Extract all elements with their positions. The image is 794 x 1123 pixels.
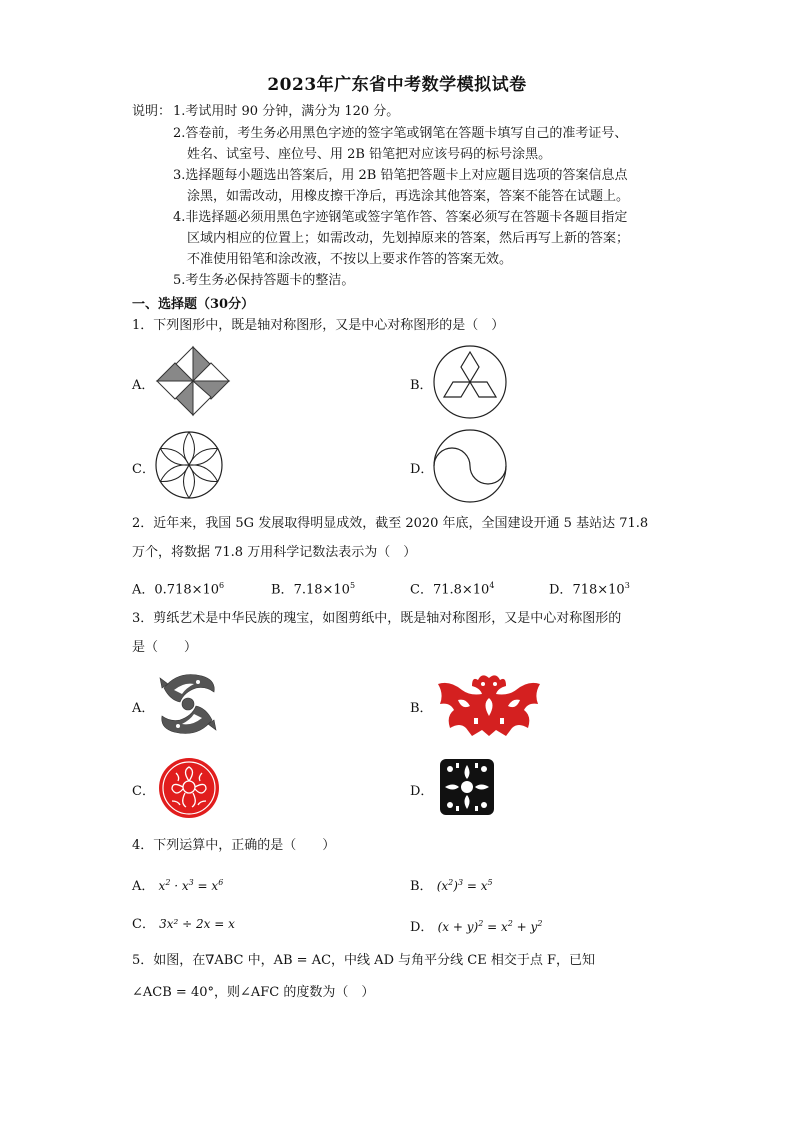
note-line: 5.考生务必保持答题卡的整洁。 <box>173 273 355 288</box>
yin-yang-curve-figure <box>432 428 508 504</box>
option-label: A． <box>132 582 155 598</box>
note-line: 涂黑，如需改动，用橡皮擦干净后，再选涂其他答案，答案不能答在试题上。 <box>187 189 630 204</box>
note-line: 4.非选择题必须用黑色字迹钢笔或签字笔作答、答案必须写在答题卡各题目指定 <box>173 210 628 225</box>
q2-option-a <box>132 576 224 600</box>
note-line: 不准使用铅笔和涂改液，不按以上要求作答的答案无效。 <box>187 252 513 267</box>
question-2-stem-line1: 2．近年来，我国 5G 发展取得明显成效，截至 2020 年底，全国建设开通 5 基站达 71.8 <box>132 516 649 531</box>
question-3-stem-line1: 3．剪纸艺术是中华民族的瑰宝，如图剪纸中，既是轴对称图形，又是中心对称图形的 <box>132 611 622 626</box>
math-expression: 3x² ÷ 2x = x <box>159 917 235 931</box>
q2-option-b <box>271 576 355 600</box>
q4-option-d <box>410 914 542 938</box>
option-exponent: 5 <box>349 581 356 590</box>
question-2-stem-line2: 万个，将数据 71.8 万用科学记数法表示为（ ） <box>132 545 417 560</box>
q3-option-c-label: C． <box>132 784 155 799</box>
q2-option-d <box>549 576 630 600</box>
q1-option-c-label: C． <box>132 462 155 477</box>
pinwheel-figure <box>155 345 231 417</box>
question-1-stem: 1．下列图形中，既是轴对称图形，又是中心对称图形的是（ ） <box>132 318 505 333</box>
page-title: 2023年广东省中考数学模拟试卷 <box>267 75 527 95</box>
q3-option-d-label: D． <box>410 784 434 799</box>
q4-option-a <box>132 873 223 897</box>
q1-option-d-label: D． <box>410 462 434 477</box>
q1-option-b-label: B． <box>410 378 433 393</box>
question-3-stem-line2: 是（ ） <box>132 640 198 655</box>
notes-lead: 说明： <box>132 104 172 119</box>
option-value: 0.718×10 <box>154 582 220 598</box>
note-line: 1.考试用时 90 分钟，满分为 120 分。 <box>173 104 400 119</box>
option-label: C． <box>410 582 433 598</box>
note-line: 3.选择题每小题选出答案后，用 2B 铅笔把答题卡上对应题目选项的答案信息点 <box>173 168 628 183</box>
q2-option-c <box>410 576 494 600</box>
option-label: A． <box>132 879 155 894</box>
math-expression: $(x + y)^2 = x^2 + y^2$ <box>437 919 543 934</box>
mitsubishi-circle-figure <box>432 344 508 420</box>
option-label: C． <box>132 917 155 932</box>
q1-option-a-label: A． <box>132 378 155 393</box>
q4-option-b <box>410 873 493 897</box>
option-label: D． <box>410 920 434 935</box>
note-line: 区域内相应的位置上；如需改动，先划掉原来的答案，然后再写上新的答案； <box>187 231 630 246</box>
papercut-roosters-figure <box>436 670 542 738</box>
q4-option-c <box>132 914 235 935</box>
q3-option-b-label: B． <box>410 701 433 716</box>
question-5-stem-line1: 5．如图，在∇ABC 中，AB = AC，中线 AD 与角平分线 CE 相交于点 F，已知 <box>132 953 595 968</box>
option-label: D． <box>549 582 573 598</box>
option-value: 71.8×10 <box>432 582 490 598</box>
option-value: 718×10 <box>572 582 625 598</box>
option-exponent: 3 <box>624 581 630 590</box>
option-exponent: 6 <box>219 581 225 590</box>
note-line: 姓名、试室号、座位号、用 2B 铅笔把对应该号码的标号涂黑。 <box>187 147 552 162</box>
papercut-fish-figure <box>158 670 218 738</box>
option-exponent: 4 <box>489 581 495 590</box>
option-label: B． <box>410 879 433 894</box>
papercut-peony-circle-figure <box>158 757 220 819</box>
math-expression: $(x^2)^3 = x^5$ <box>436 878 493 893</box>
option-label: B． <box>271 582 294 598</box>
math-expression: $x^2 \cdot x^3 = x^6$ <box>158 878 224 893</box>
question-4-stem: 4．下列运算中，正确的是（ ） <box>132 838 336 853</box>
option-value: 7.18×10 <box>293 582 350 598</box>
q3-option-a-label: A． <box>132 701 155 716</box>
section-heading: 一、选择题（30分） <box>132 297 255 312</box>
question-5-stem-line2: ∠ACB = 40°，则∠AFC 的度数为（ ） <box>132 985 375 1000</box>
flower-circle-figure <box>154 430 224 500</box>
note-line: 2.答卷前，考生务必用黑色字迹的签字笔或钢笔在答题卡填写自己的准考证号、 <box>173 126 628 141</box>
papercut-square-pattern-figure <box>436 755 498 819</box>
